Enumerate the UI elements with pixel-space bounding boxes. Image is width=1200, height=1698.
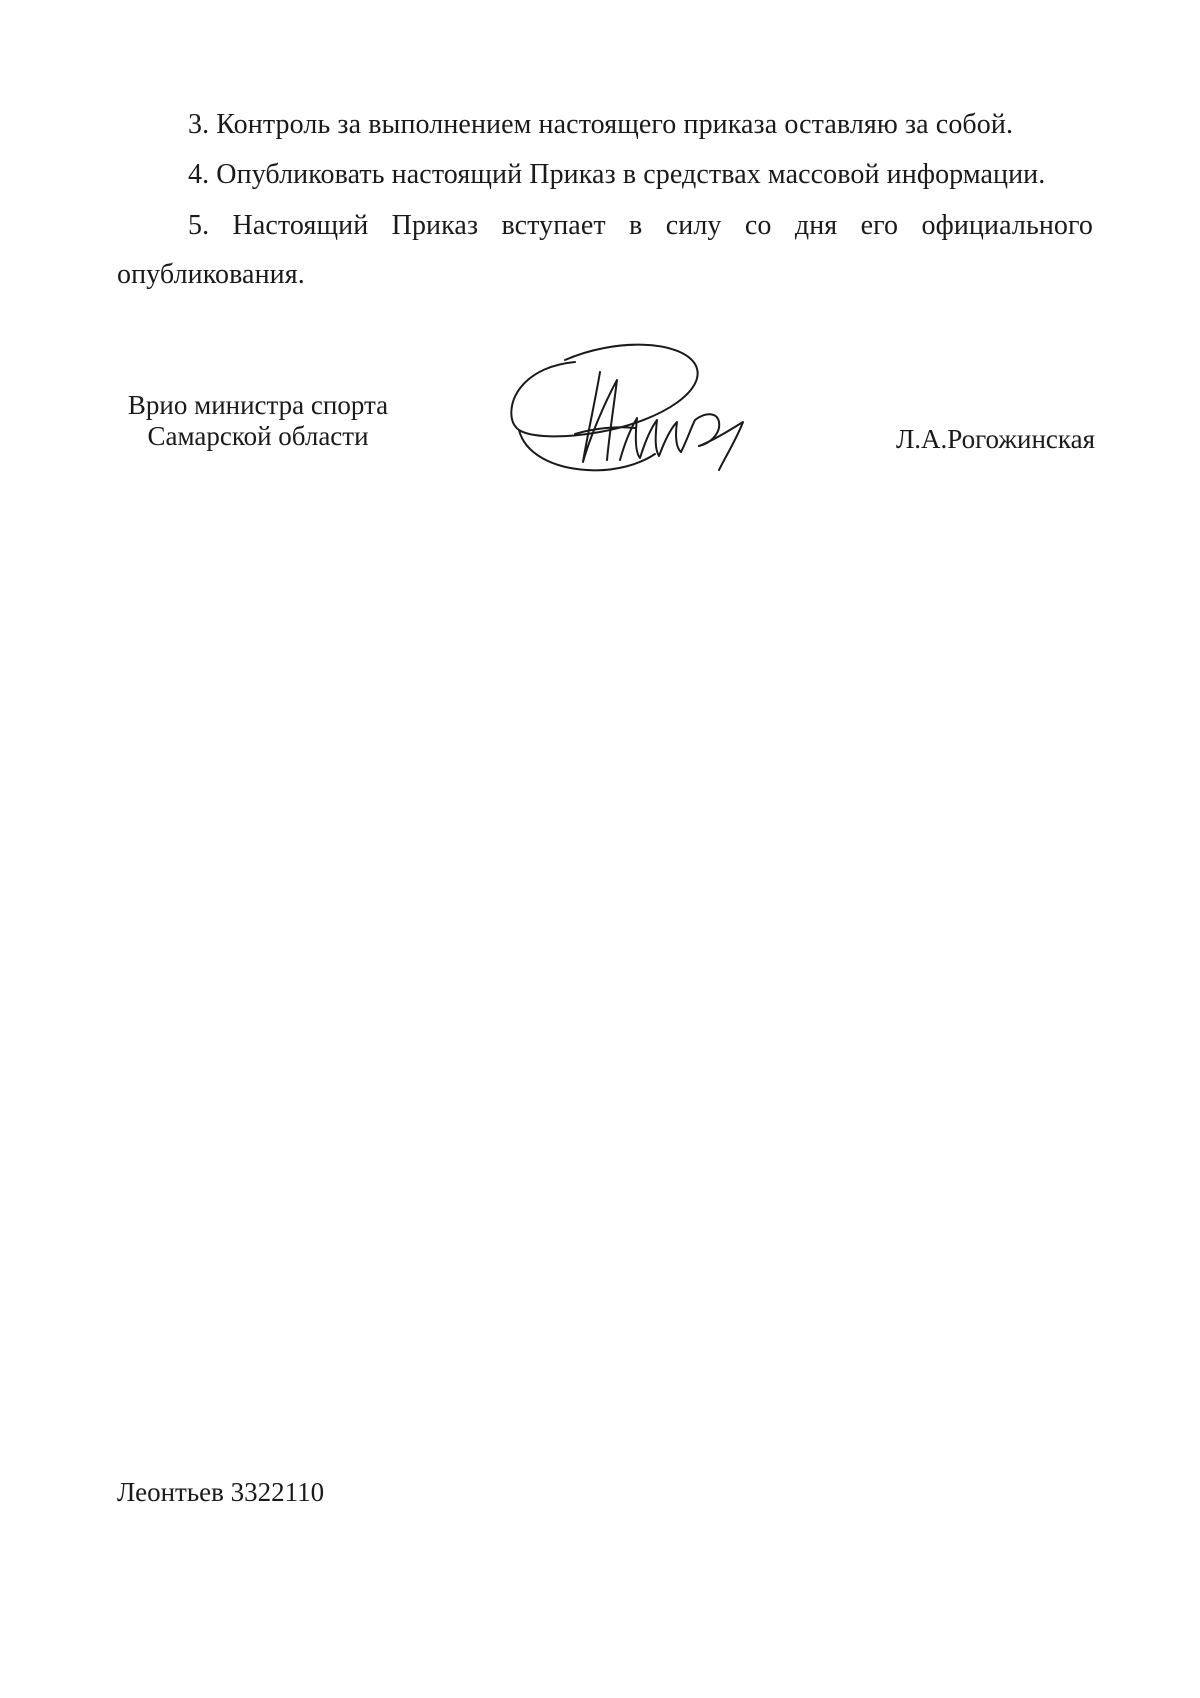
signer-position xyxy=(108,390,408,452)
signer-name: Л.А.Рогожинская xyxy=(895,424,1095,454)
executor-contact: Леонтьев 3322110 xyxy=(117,1477,325,1507)
paragraph-5: 5. Настоящий Приказ вступает в силу со дня его официального опубликования. xyxy=(117,210,1093,290)
handwritten-signature-icon xyxy=(505,342,765,482)
signer-position-line-2: Самарской области xyxy=(147,421,369,451)
paragraph-3: 3. Контроль за выполнением настоящего приказа оставляю за собой. xyxy=(188,109,1014,140)
signer-position-line-1: Врио министра спорта xyxy=(127,390,389,420)
paragraph-4: 4. Опубликовать настоящий Приказ в средствах массовой информации. xyxy=(188,159,1046,190)
